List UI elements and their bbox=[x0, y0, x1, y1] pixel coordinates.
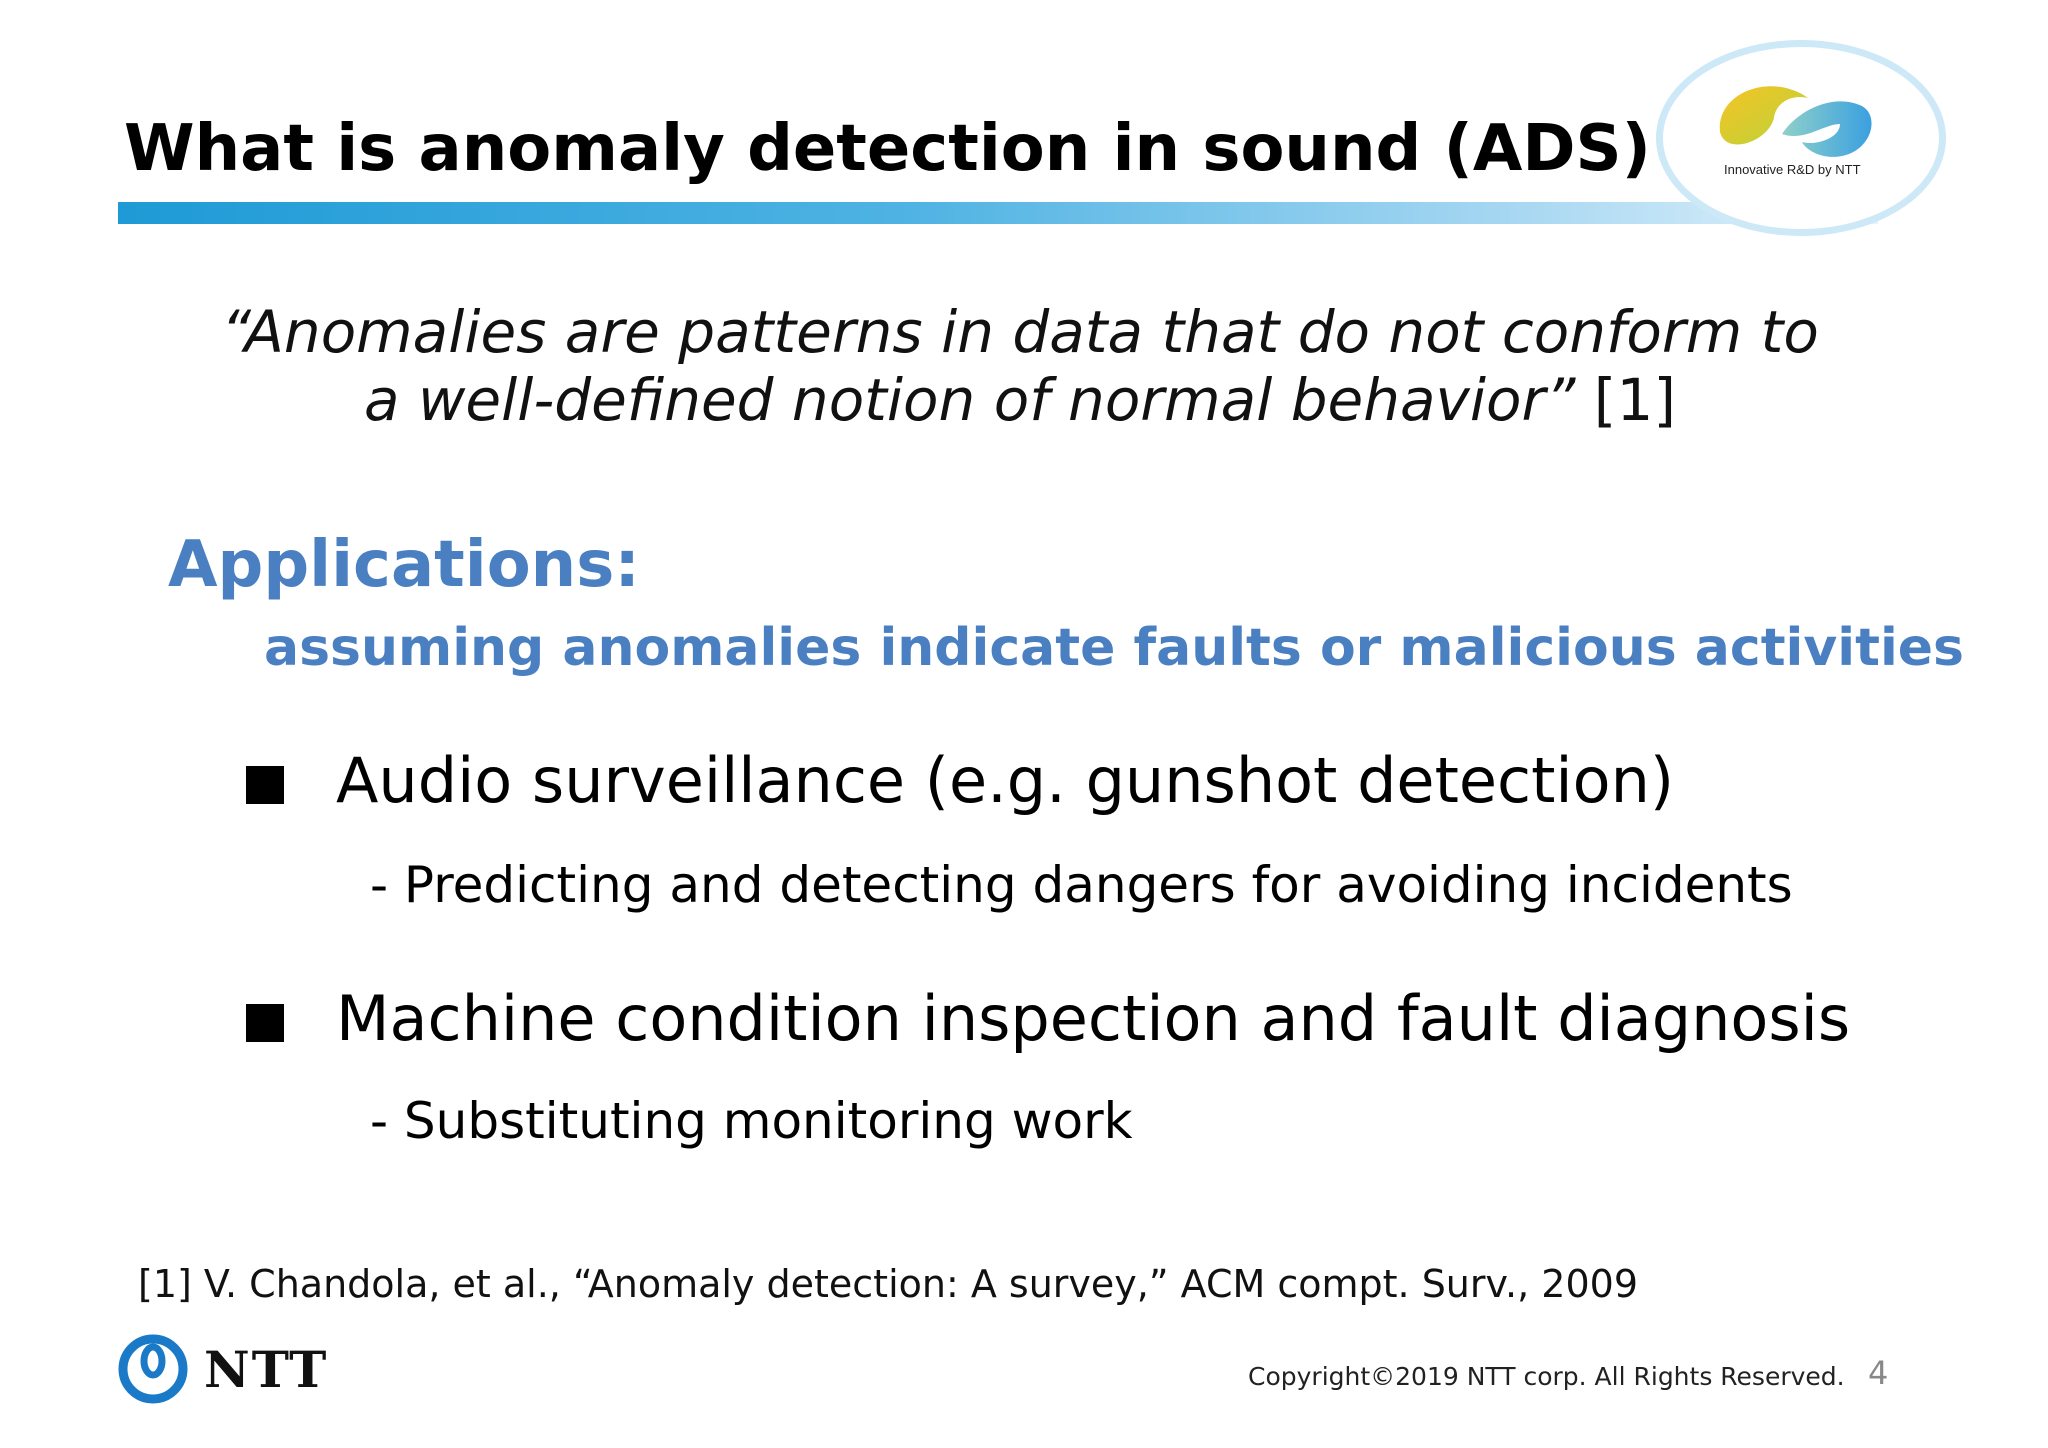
bullet-square-icon bbox=[246, 1004, 284, 1042]
logo-caption: Innovative R&D by NTT bbox=[1724, 162, 1861, 177]
quote-line-1: “Anomalies are patterns in data that do not conform to bbox=[221, 298, 1819, 366]
quote-line-2 bbox=[170, 366, 1870, 434]
quote-reference: [1] bbox=[1575, 366, 1676, 434]
copyright: Copyright©2019 NTT corp. All Rights Reserved. bbox=[1248, 1362, 1845, 1391]
application-item: Machine condition inspection and fault diagnosis bbox=[336, 982, 1851, 1055]
application-item: Audio surveillance (e.g. gunshot detection) bbox=[336, 744, 1675, 817]
page-number: 4 bbox=[1868, 1354, 1889, 1392]
applications-heading: Applications: bbox=[168, 528, 640, 602]
title-rule bbox=[118, 202, 1878, 224]
slide-title: What is anomaly detection in sound (ADS) bbox=[124, 112, 1651, 186]
footnote: [1] V. Chandola, et al., “Anomaly detection: A survey,” ACM compt. Surv., 2009 bbox=[138, 1262, 1638, 1306]
application-detail: - Substituting monitoring work bbox=[370, 1092, 1133, 1150]
ntt-brand-text: NTT bbox=[204, 1340, 329, 1399]
bullet-square-icon bbox=[246, 766, 284, 804]
quote-line-2-text: a well-defined notion of normal behavior” bbox=[364, 366, 1576, 434]
innovative-logo-icon bbox=[1712, 72, 1880, 170]
applications-subheading: assuming anomalies indicate faults or malicious activities bbox=[264, 618, 1965, 678]
ntt-logo-icon bbox=[118, 1334, 188, 1404]
application-detail: - Predicting and detecting dangers for avoiding incidents bbox=[370, 856, 1793, 914]
